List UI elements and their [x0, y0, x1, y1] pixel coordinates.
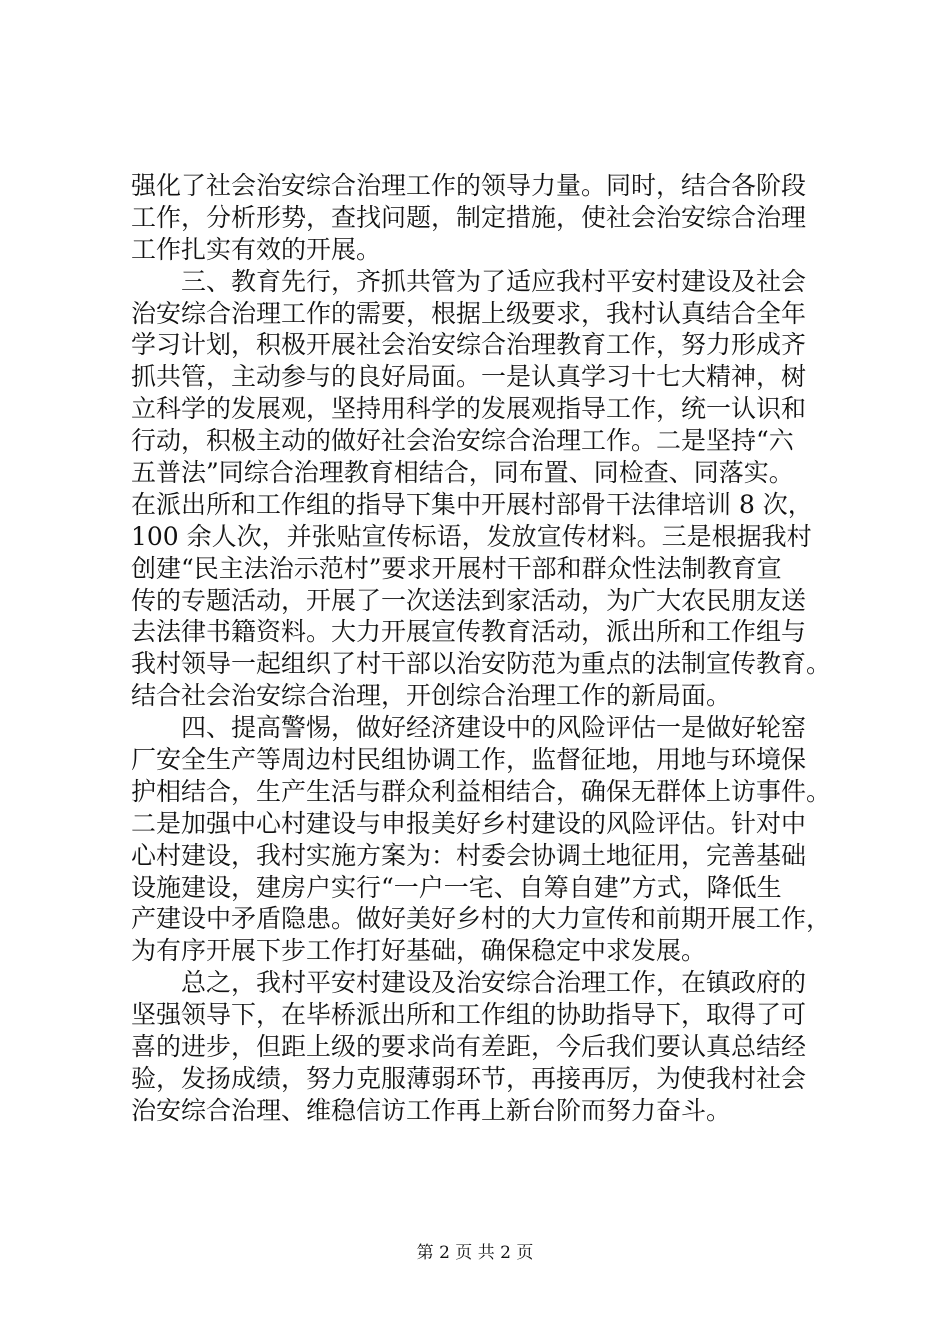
- text-line: 验，发扬成绩，努力克服薄弱环节，再接再厉，为使我村社会: [131, 1063, 807, 1093]
- text-line: 设施建设，建房户实行“一户一宅、自筹自建”方式，降低生: [131, 872, 782, 902]
- text-line: 传的专题活动，开展了一次送法到家活动，为广大农民朋友送: [131, 585, 807, 615]
- text-line: 护相结合，生产生活与群众利益相结合，确保无群体上访事件。: [131, 776, 832, 806]
- text-line: 去法律书籍资料。大力开展宣传教育活动，派出所和工作组与: [131, 617, 807, 647]
- body-text: [131, 170, 831, 1127]
- text-line: 在派出所和工作组的指导下集中开展村部骨干法律培训 8 次，: [131, 489, 813, 519]
- text-line: 结合社会治安综合治理，开创综合治理工作的新局面。: [131, 681, 732, 711]
- page-footer: 第 2 页 共 2 页: [416, 1243, 534, 1263]
- text-line: 工作，分析形势，查找问题，制定措施，使社会治安综合治理: [131, 202, 807, 232]
- text-line: 心村建设，我村实施方案为：村委会协调土地征用，完善基础: [131, 840, 807, 870]
- text-line: 产建设中矛盾隐患。做好美好乡村的大力宣传和前期开展工作，: [131, 904, 832, 934]
- text-line: 100 余人次，并张贴宣传标语，发放宣传材料。三是根据我村: [131, 521, 812, 551]
- text-line: 治安综合治理工作的需要，根据上级要求，我村认真结合全年: [131, 298, 807, 328]
- text-line: 创建“民主法治示范村”要求开展村干部和群众性法制教育宣: [131, 553, 782, 583]
- text-line: 学习计划，积极开展社会治安综合治理教育工作，努力形成齐: [131, 330, 807, 360]
- text-line: 总之，我村平安村建设及治安综合治理工作，在镇政府的: [131, 968, 807, 998]
- text-line: 四、提高警惕，做好经济建设中的风险评估一是做好轮窑: [131, 713, 807, 743]
- text-line: 抓共管，主动参与的良好局面。一是认真学习十七大精神，树: [131, 362, 807, 392]
- text-line: 强化了社会治安综合治理工作的领导力量。同时，结合各阶段: [131, 171, 807, 200]
- text-line: 坚强领导下，在毕桥派出所和工作组的协助指导下，取得了可: [131, 1000, 807, 1030]
- text-line: 二是加强中心村建设与申报美好乡村建设的风险评估。针对中: [131, 808, 807, 838]
- text-line: 立科学的发展观，坚持用科学的发展观指导工作，统一认识和: [131, 394, 807, 424]
- text-line: 喜的进步，但距上级的要求尚有差距，今后我们要认真总结经: [131, 1032, 807, 1062]
- text-line: 三、教育先行，齐抓共管为了适应我村平安村建设及社会: [131, 266, 807, 296]
- text-line: 五普法”同综合治理教育相结合，同布置、同检查、同落实。: [131, 458, 794, 488]
- text-line: 行动，积极主动的做好社会治安综合治理工作。二是坚持“六: [131, 426, 794, 456]
- text-line: 为有序开展下步工作打好基础，确保稳定中求发展。: [131, 936, 707, 966]
- text-line: 厂安全生产等周边村民组协调工作，监督征地，用地与环境保: [131, 745, 807, 775]
- text-line: 我村领导一起组织了村干部以治安防范为重点的法制宣传教育。: [131, 649, 832, 679]
- text-line: 治安综合治理、维稳信访工作再上新台阶而努力奋斗。: [131, 1095, 732, 1125]
- text-line: 工作扎实有效的开展。: [131, 234, 382, 264]
